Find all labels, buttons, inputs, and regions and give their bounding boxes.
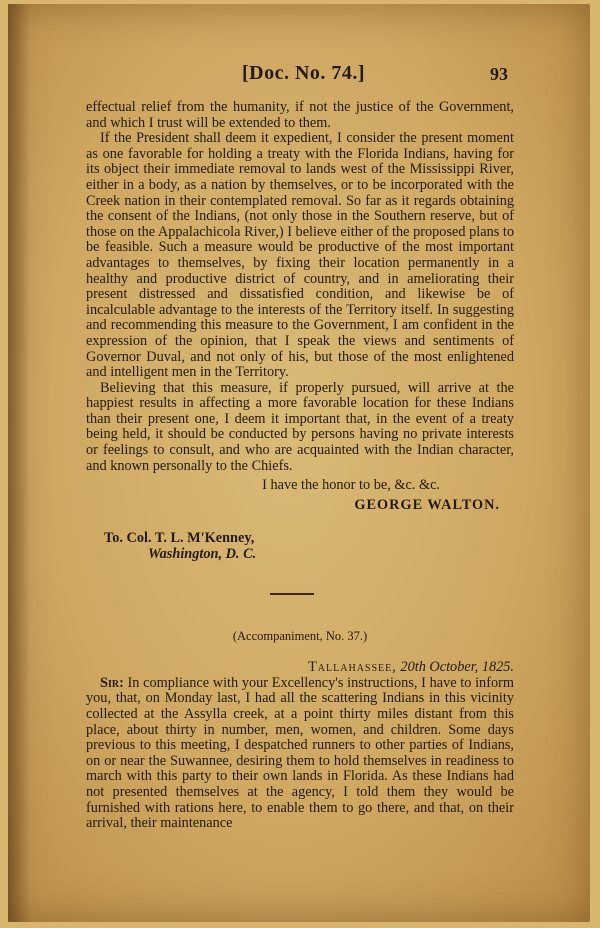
dateline-date: 20th October, 1825.	[400, 659, 514, 676]
addressee-location: Washington, D. C.	[148, 546, 257, 563]
paragraph: If the President shall deem it expedient, I consider the present moment as one favorable for holding a treaty with the Florida Indians, having for its object their immediate removal to lands west of the Mississippi River, either in a body, as a nation by themselves, or to be incorporated with the Creek nation in their contemplated removal. So far as it regards obtaining the consent of the Indians, (not only those in the Southern reserve, but of those on the Appalachicola River,) I believe either of the proposed plans to be feasible. Such a measure would be productive of the most important advantages to themselves, by fixing their location permanently in a healthy and productive district of country, and in ameliorating their present distressed and dissatisfied condition, and likewise be of incalculable advantage to the interests of the Territory itself. In suggesting and recommending this measure to the Government, I am confident in the expression of the opinion, that I speak the views and sentiments of Governor Duval, and not only of his, but those of the most enlightened and intelligent men in the Territory.	[86, 130, 514, 381]
addressee-name: To. Col. T. L. M'Kenney,	[104, 530, 255, 547]
addressee	[86, 531, 514, 562]
signature: GEORGE WALTON.	[354, 496, 500, 513]
dateline	[86, 660, 514, 676]
accompaniment-heading: (Accompaniment, No. 37.)	[232, 628, 368, 643]
paragraph: Believing that this measure, if properly pursued, will arrive at the happiest results in affecting a more favorable location for these Indians than their present one, I deem it important that, in the event of a treaty being held, it should be conducted by persons having no private interests or feelings to consult, and who are acquainted with the Indian character, and known personally to the Chiefs.	[86, 379, 514, 474]
page-number: 93	[490, 64, 508, 84]
closing-regards: I have the honor to be, &c. &c.	[262, 477, 440, 494]
section-divider	[270, 593, 314, 595]
body-text	[86, 100, 514, 832]
page-header	[8, 62, 590, 92]
letter-closing	[86, 478, 514, 513]
dateline-place: Tallahassee,	[308, 659, 397, 676]
paragraph: effectual relief from the humanity, if not the justice of the Government, and which I trust will be extended to them.	[86, 99, 514, 131]
letter-paragraph	[86, 676, 514, 832]
letter-text: In compliance with your Excellency's instructions, I have to inform you, that, on Monday last, I had all the scattering Indians in this vicinity collected at the Assylla creek, at a point thirty miles distant from this place, about thirty in number, men, women, and children. Some days previous to this meeting, I despatched runners to other parties of Indians, on or near the Suwannee, desiring them to hold themselves in readiness to march with this party to their own lands in Florida. As these Indians had not presented themselves at the agency, I told them they would be furnished with rations here, to enable them to go there, and that, on their arrival, their maintenance	[86, 674, 514, 832]
document-page	[8, 4, 590, 922]
document-title: [Doc. No. 74.]	[242, 62, 366, 84]
salutation: Sir:	[100, 674, 124, 691]
